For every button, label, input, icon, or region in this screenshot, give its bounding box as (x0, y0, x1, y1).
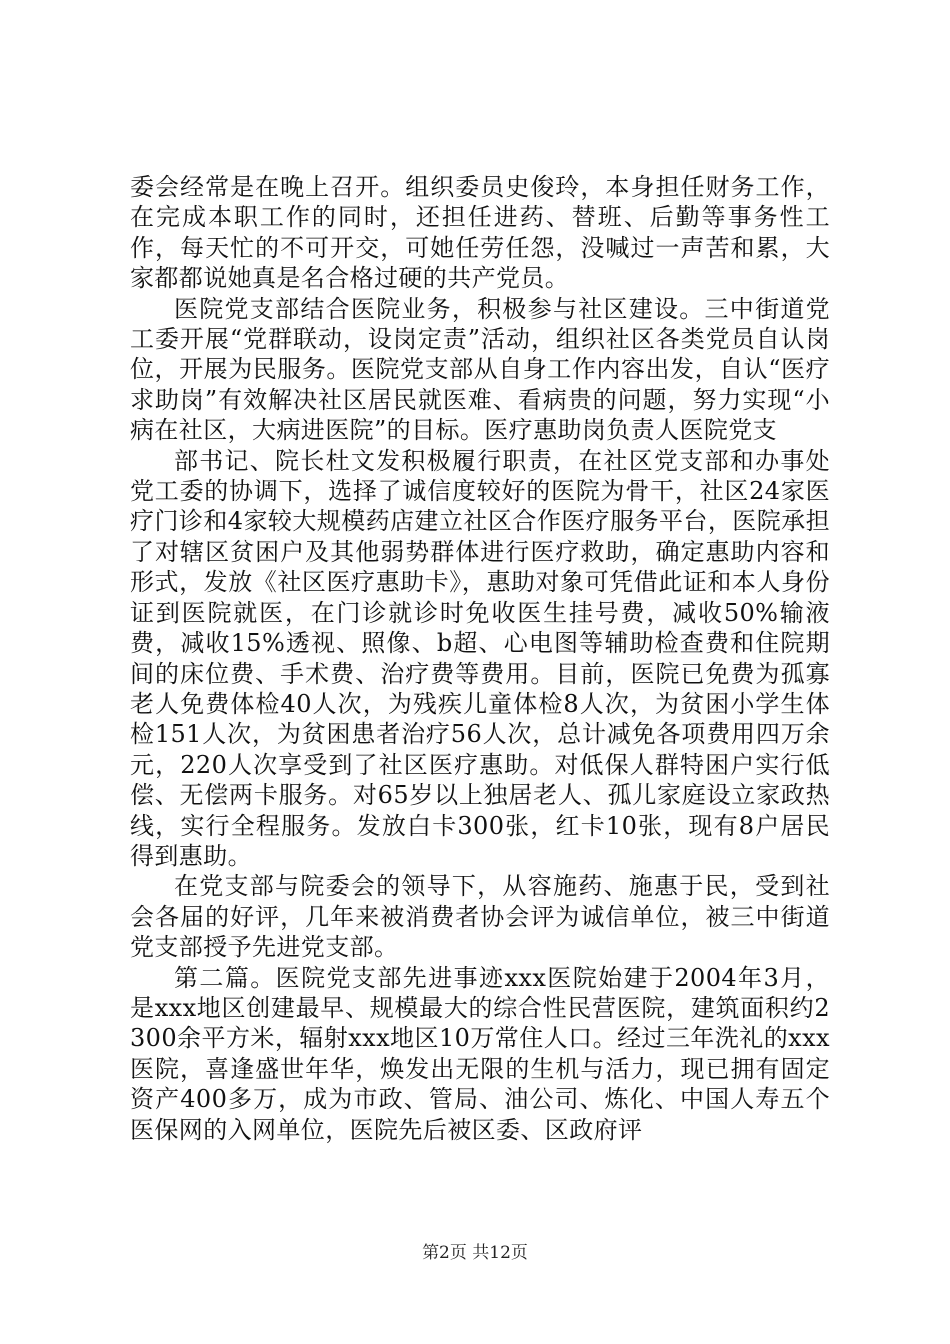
document-body (130, 172, 830, 1145)
paragraph-1: 委会经常是在晚上召开。组织委员史俊玲，本身担任财务工作，在完成本职工作的同时，还担任进药、替班、后勤等事务性工作，每天忙的不可开交，可她任劳任怨，没喊过一声苦和累，大家都都说她真是名合格过硬的共产党员。 (130, 173, 830, 293)
paragraph-3: 部书记、院长杜文发积极履行职责，在社区党支部和办事处党工委的协调下，选择了诚信度较好的医院为骨干，社区24家医疗门诊和4家较大规模药店建立社区合作医疗服务平台，医院承担了对辖区贫困户及其他弱势群体进行医疗救助，确定惠助内容和形式，发放《社区医疗惠助卡》，惠助对象可凭借此证和本人身份证到医院就医，在门诊就诊时免收医生挂号费，减收50%输液费，减收15%透视、照像、b超、心电图等辅助检查费和住院期间的床位费、手术费、治疗费等费用。目前，医院已免费为孤寡老人免费体检40人次，为残疾儿童体检8人次，为贫困小学生体检151人次，为贫困患者治疗56人次，总计减免各项费用四万余元，220人次享受到了社区医疗惠助。对低保人群特困户实行低偿、无偿两卡服务。对65岁以上独居老人、孤儿家庭设立家政热线，实行全程服务。发放白卡300张，红卡10张，现有8户居民得到惠助。 (130, 446, 830, 870)
page-number-footer: 第2页 共12页 (422, 1243, 528, 1263)
paragraph-5: 第二篇。医院党支部先进事迹xxx医院始建于2004年3月，是xxx地区创建最早、规模最大的综合性民营医院，建筑面积约2300余平方米，辐射xxx地区10万常住人口。经过三年洗礼的xxx医院，喜逢盛世年华，焕发出无限的生机与活力，现已拥有固定资产400多万，成为市政、管局、油公司、炼化、中国人寿五个医保网的入网单位，医院先后被区委、区政府评 (130, 963, 830, 1144)
paragraph-2: 医院党支部结合医院业务，积极参与社区建设。三中街道党工委开展“党群联动，设岗定责”活动，组织社区各类党员自认岗位，开展为民服务。医院党支部从自身工作内容出发，自认“医疗求助岗”有效解决社区居民就医难、看病贵的问题，努力实现“小病在社区，大病进医院”的目标。医疗惠助岗负责人医院党支 (130, 294, 830, 445)
paragraph-4: 在党支部与院委会的领导下，从容施药、施惠于民，受到社会各届的好评，几年来被消费者协会评为诚信单位，被三中街道党支部授予先进党支部。 (130, 872, 830, 962)
